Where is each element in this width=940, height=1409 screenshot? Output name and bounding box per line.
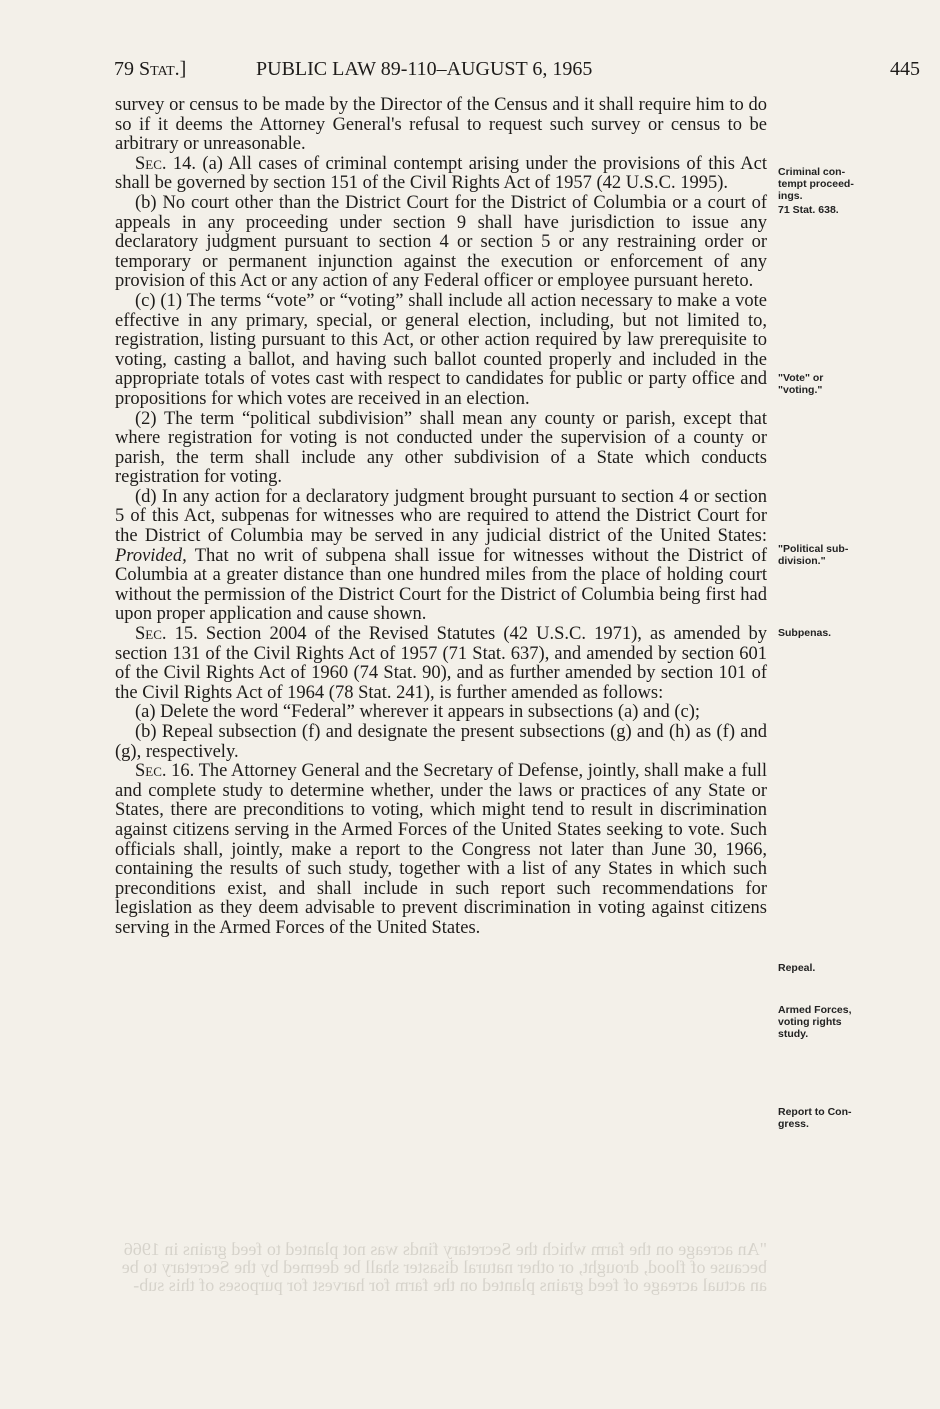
section-14-a: Sec. 14. (a) All cases of criminal contempt arising under the provisions of this Act shall be governed by section 151 of the Civil Rights Act of 1957 (42 U.S.C. 1995). xyxy=(115,153,767,194)
margin-note-repeal: Repeal. xyxy=(778,962,816,974)
section-label: Sec. 15. xyxy=(135,624,198,645)
section-label: Sec. 14. xyxy=(135,153,197,174)
page-number: 445 xyxy=(890,58,920,80)
margin-note-armed-forces: Armed Forces, voting rights study. xyxy=(778,1004,852,1040)
margin-note-subpenas: Subpenas. xyxy=(778,627,832,639)
margin-note-criminal-contempt: Criminal con- tempt proceed- ings. 71 Stat. 638. xyxy=(778,166,854,216)
section-15-b: (b) Repeal subsection (f) and designate the present subsections (g) and (h) as (f) and (g), respectively. xyxy=(115,722,767,762)
section-15-a: (a) Delete the word “Federal” wherever it appears in subsections (a) and (c); xyxy=(135,702,701,723)
section-14-d: (d) In any action for a declaratory judgment brought pursuant to section 4 or section 5 of this Act, subpenas for witnesses who are required to attend the District Court for the District of Columbia may be served in any judicial district of the United States: Provided, That no writ of subpena shall issue for witnesses without the District of Columbia at a greater distance than one hundred miles from the place of holding court without the permission of the District Court for the District of Columbia being first had upon proper application and cause shown. xyxy=(115,486,767,625)
main-text xyxy=(115,96,767,939)
section-16: Sec. 16. The Attorney General and the Secretary of Defense, jointly, shall make a full and complete study to determine whether, under the laws or practices of any State or States, there are preconditions to voting, which might tend to result in discrimination against citizens serving in the Armed Forces of the United States seeking to vote. Such officials shall, jointly, make a report to the Congress not later than June 30, 1966, containing the results of such study, together with a list of any States in which such preconditions exist, and shall include in such report such recommendations for legislation as they deem advisable to prevent discrimination in voting against citizens serving in the Armed Forces of the United States. xyxy=(115,761,767,938)
running-header xyxy=(114,58,920,86)
header-title: PUBLIC LAW 89-110–AUGUST 6, 1965 xyxy=(256,58,593,80)
section-15: Sec. 15. Section 2004 of the Revised Statutes (42 U.S.C. 1971), as amended by section 131 of the Civil Rights Act of 1957 (71 Stat. 637), and amended by section 601 of the Civil Rights Act of 1960 (74 Stat. 90), and as further amended by section 101 of the Civil Rights Act of 1964 (78 Stat. 241), is further amended as follows: xyxy=(115,624,767,703)
margin-note-political-subdivision: "Political sub- division." xyxy=(778,543,849,567)
section-14-c-1: (c) (1) The terms “vote” or “voting” shall include all action necessary to make a vote effective in any primary, special, or general election, including, but not limited to, registration, listing pursuant to this Act, or other action required by law prerequisite to voting, casting a ballot, and having such ballot counted properly and included in the appropriate totals of votes cast with respect to candidates for public or party office and propositions for which votes are received in an election. xyxy=(115,290,767,409)
margin-note-vote: "Vote" or "voting." xyxy=(778,372,824,396)
volume-reference: 79 Stat.] xyxy=(114,58,187,80)
section-14-b: (b) No court other than the District Court for the District of Columbia or a court of appeals in any proceeding under section 9 shall have jurisdiction to issue any declaratory judgment pursuant to section 4 or section 5 or any restraining order or temporary or permanent injunction against the execution or enforcement of any provision of this Act or any action of any Federal officer or employee pursuant hereto. xyxy=(115,192,767,292)
section-label: Sec. 16. xyxy=(135,761,195,782)
bleed-through-text: "An acreage on the farm which the Secretary finds was not planted to feed grains in 1966 because of flood, drought, or other natural disaster shall be deemed by the Secretary to be an actual acreage of feed grains planted on the farm for harvest for purposes of this sub- xyxy=(121,1239,767,1295)
italic-provided: Provided, xyxy=(115,545,187,566)
section-14-c-2: (2) The term “political subdivision” shall mean any county or parish, except that where registration for voting is not conducted under the supervision of a county or parish, the term shall include any other subdivision of a State which conducts registration for voting. xyxy=(115,408,767,488)
paragraph-continuation: survey or census to be made by the Director of the Census and it shall require him to do so if it deems the Attorney General's refusal to request such survey or census to be arbitrary or unreasonable. xyxy=(115,95,767,155)
margin-note-report-to-congress: Report to Con- gress. xyxy=(778,1106,852,1130)
